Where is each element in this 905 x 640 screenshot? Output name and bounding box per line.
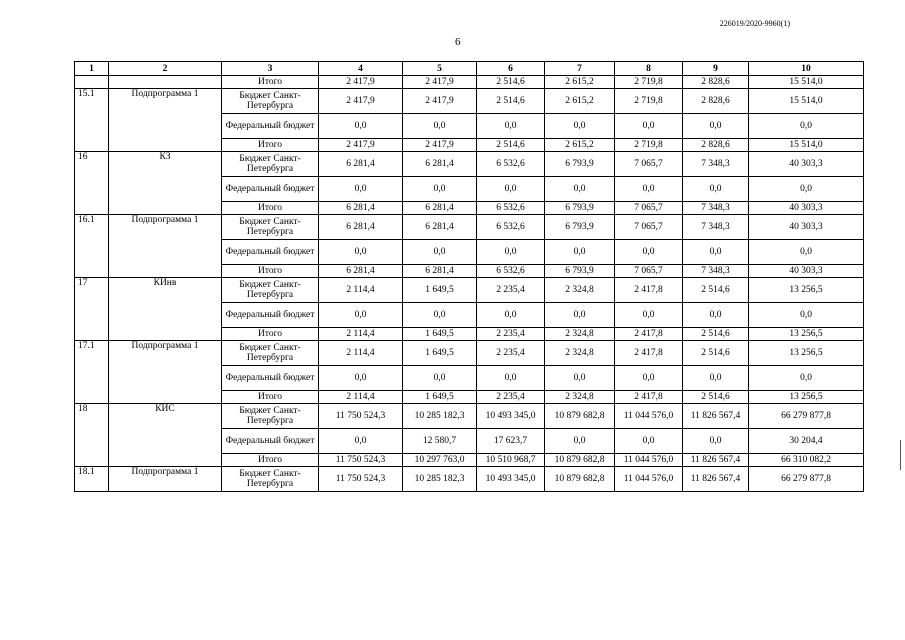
- value-cell: 6 281,4: [319, 202, 403, 215]
- header-cell: 9: [683, 62, 749, 76]
- value-cell: 2 417,9: [403, 76, 477, 89]
- value-cell: 10 879 682,8: [545, 454, 615, 467]
- value-cell: 11 826 567,4: [683, 454, 749, 467]
- value-cell: 2 235,4: [477, 391, 545, 404]
- value-cell: 40 303,3: [749, 152, 864, 177]
- value-cell: 10 510 968,7: [477, 454, 545, 467]
- value-cell: 10 879 682,8: [545, 467, 615, 492]
- funding-source-cell: Бюджет Санкт-Петербурга: [222, 341, 319, 366]
- funding-source-cell: Итого: [222, 454, 319, 467]
- value-cell: 66 279 877,8: [749, 404, 864, 429]
- value-cell: 0,0: [319, 366, 403, 391]
- row-number-cell: 17.1: [75, 341, 109, 404]
- value-cell: 0,0: [683, 177, 749, 202]
- value-cell: 2 828,6: [683, 76, 749, 89]
- header-cell: 8: [615, 62, 683, 76]
- value-cell: 2 719,8: [615, 89, 683, 114]
- value-cell: 2 417,9: [403, 89, 477, 114]
- value-cell: 10 285 182,3: [403, 467, 477, 492]
- value-cell: 0,0: [683, 429, 749, 454]
- value-cell: 1 649,5: [403, 278, 477, 303]
- value-cell: 2 514,6: [683, 391, 749, 404]
- value-cell: 6 532,6: [477, 215, 545, 240]
- value-cell: 0,0: [615, 114, 683, 139]
- value-cell: 10 493 345,0: [477, 404, 545, 429]
- value-cell: 0,0: [403, 303, 477, 328]
- program-cell: Подпрограмма 1: [109, 341, 222, 404]
- header-cell: 1: [75, 62, 109, 76]
- value-cell: 6 793,9: [545, 265, 615, 278]
- row-number-cell: 15.1: [75, 89, 109, 152]
- value-cell: 6 793,9: [545, 152, 615, 177]
- value-cell: 2 417,8: [615, 328, 683, 341]
- value-cell: 40 303,3: [749, 265, 864, 278]
- funding-source-cell: Федеральный бюджет: [222, 429, 319, 454]
- value-cell: 0,0: [545, 429, 615, 454]
- page-number: 6: [455, 36, 461, 48]
- value-cell: 11 044 576,0: [615, 454, 683, 467]
- funding-source-cell: Бюджет Санкт-Петербурга: [222, 89, 319, 114]
- value-cell: 2 615,2: [545, 89, 615, 114]
- program-cell: Подпрограмма 1: [109, 89, 222, 152]
- value-cell: 0,0: [615, 429, 683, 454]
- funding-source-cell: Итого: [222, 76, 319, 89]
- value-cell: 0,0: [749, 303, 864, 328]
- row-number-cell: 17: [75, 278, 109, 341]
- row-number-cell: [75, 76, 109, 89]
- funding-source-cell: Бюджет Санкт-Петербурга: [222, 278, 319, 303]
- table-row: [75, 76, 864, 89]
- value-cell: 2 828,6: [683, 139, 749, 152]
- value-cell: 0,0: [615, 366, 683, 391]
- value-cell: 0,0: [477, 114, 545, 139]
- value-cell: 6 793,9: [545, 215, 615, 240]
- table-header-row: [75, 62, 864, 76]
- budget-table: [74, 61, 864, 492]
- value-cell: 11 750 524,3: [319, 454, 403, 467]
- value-cell: 0,0: [545, 114, 615, 139]
- table-row: [75, 341, 864, 366]
- value-cell: 2 514,6: [477, 139, 545, 152]
- value-cell: 40 303,3: [749, 215, 864, 240]
- value-cell: 11 826 567,4: [683, 404, 749, 429]
- value-cell: 12 580,7: [403, 429, 477, 454]
- row-number-cell: 16: [75, 152, 109, 215]
- value-cell: 10 285 182,3: [403, 404, 477, 429]
- value-cell: 40 303,3: [749, 202, 864, 215]
- funding-source-cell: Федеральный бюджет: [222, 240, 319, 265]
- funding-source-cell: Итого: [222, 328, 319, 341]
- program-cell: Подпрограмма 1: [109, 215, 222, 278]
- value-cell: 10 879 682,8: [545, 404, 615, 429]
- value-cell: 0,0: [403, 114, 477, 139]
- value-cell: 2 417,8: [615, 278, 683, 303]
- value-cell: 7 348,3: [683, 152, 749, 177]
- value-cell: 2 324,8: [545, 278, 615, 303]
- value-cell: 0,0: [319, 240, 403, 265]
- value-cell: 6 793,9: [545, 202, 615, 215]
- value-cell: 30 204,4: [749, 429, 864, 454]
- table-row: [75, 152, 864, 177]
- value-cell: 2 417,8: [615, 341, 683, 366]
- value-cell: 7 065,7: [615, 152, 683, 177]
- row-number-cell: 16.1: [75, 215, 109, 278]
- value-cell: 2 828,6: [683, 89, 749, 114]
- value-cell: 6 281,4: [403, 215, 477, 240]
- header-cell: 3: [222, 62, 319, 76]
- value-cell: 7 348,3: [683, 265, 749, 278]
- value-cell: 2 514,6: [477, 89, 545, 114]
- funding-source-cell: Итого: [222, 139, 319, 152]
- funding-source-cell: Федеральный бюджет: [222, 177, 319, 202]
- value-cell: 0,0: [749, 177, 864, 202]
- value-cell: 11 044 576,0: [615, 467, 683, 492]
- value-cell: 2 235,4: [477, 278, 545, 303]
- program-cell: КИнв: [109, 278, 222, 341]
- funding-source-cell: Итого: [222, 202, 319, 215]
- value-cell: 1 649,5: [403, 328, 477, 341]
- value-cell: 1 649,5: [403, 341, 477, 366]
- program-cell: Подпрограмма 1: [109, 467, 222, 492]
- value-cell: 0,0: [319, 177, 403, 202]
- value-cell: 0,0: [545, 177, 615, 202]
- value-cell: 0,0: [319, 303, 403, 328]
- value-cell: 66 279 877,8: [749, 467, 864, 492]
- program-cell: КЗ: [109, 152, 222, 215]
- header-cell: 7: [545, 62, 615, 76]
- program-cell: КИС: [109, 404, 222, 467]
- value-cell: 0,0: [545, 240, 615, 265]
- value-cell: 2 235,4: [477, 341, 545, 366]
- value-cell: 6 281,4: [319, 152, 403, 177]
- value-cell: 66 310 082,2: [749, 454, 864, 467]
- value-cell: 2 114,4: [319, 278, 403, 303]
- value-cell: 13 256,5: [749, 328, 864, 341]
- value-cell: 0,0: [545, 366, 615, 391]
- value-cell: 6 281,4: [319, 215, 403, 240]
- value-cell: 1 649,5: [403, 391, 477, 404]
- value-cell: 15 514,0: [749, 139, 864, 152]
- value-cell: 2 114,4: [319, 391, 403, 404]
- row-number-cell: 18.1: [75, 467, 109, 492]
- value-cell: 0,0: [319, 114, 403, 139]
- value-cell: 0,0: [615, 240, 683, 265]
- funding-source-cell: Федеральный бюджет: [222, 366, 319, 391]
- value-cell: 2 324,8: [545, 391, 615, 404]
- value-cell: 0,0: [683, 303, 749, 328]
- value-cell: 11 750 524,3: [319, 404, 403, 429]
- value-cell: 6 532,6: [477, 152, 545, 177]
- table-row: [75, 215, 864, 240]
- value-cell: 6 532,6: [477, 265, 545, 278]
- value-cell: 13 256,5: [749, 278, 864, 303]
- header-cell: 4: [319, 62, 403, 76]
- value-cell: 10 297 763,0: [403, 454, 477, 467]
- funding-source-cell: Бюджет Санкт-Петербурга: [222, 404, 319, 429]
- value-cell: 2 324,8: [545, 341, 615, 366]
- value-cell: 2 514,6: [477, 76, 545, 89]
- value-cell: 2 324,8: [545, 328, 615, 341]
- table-row: [75, 278, 864, 303]
- value-cell: 0,0: [477, 303, 545, 328]
- value-cell: 0,0: [477, 177, 545, 202]
- value-cell: 10 493 345,0: [477, 467, 545, 492]
- header-cell: 10: [749, 62, 864, 76]
- value-cell: 0,0: [749, 114, 864, 139]
- value-cell: 7 348,3: [683, 202, 749, 215]
- value-cell: 15 514,0: [749, 89, 864, 114]
- header-cell: 6: [477, 62, 545, 76]
- row-number-cell: 18: [75, 404, 109, 467]
- value-cell: 2 417,9: [403, 139, 477, 152]
- value-cell: 0,0: [615, 177, 683, 202]
- value-cell: 6 532,6: [477, 202, 545, 215]
- value-cell: 7 348,3: [683, 215, 749, 240]
- value-cell: 0,0: [749, 240, 864, 265]
- value-cell: 0,0: [545, 303, 615, 328]
- value-cell: 7 065,7: [615, 215, 683, 240]
- funding-source-cell: Бюджет Санкт-Петербурга: [222, 152, 319, 177]
- table-row: [75, 467, 864, 492]
- program-cell: [109, 76, 222, 89]
- value-cell: 0,0: [615, 303, 683, 328]
- value-cell: 2 719,8: [615, 76, 683, 89]
- value-cell: 2 235,4: [477, 328, 545, 341]
- value-cell: 0,0: [683, 366, 749, 391]
- value-cell: 6 281,4: [403, 265, 477, 278]
- value-cell: 11 826 567,4: [683, 467, 749, 492]
- value-cell: 2 719,8: [615, 139, 683, 152]
- value-cell: 2 417,8: [615, 391, 683, 404]
- value-cell: 13 256,5: [749, 391, 864, 404]
- document-code: 226019/2020-9960(1): [719, 19, 790, 28]
- value-cell: 7 065,7: [615, 202, 683, 215]
- value-cell: 2 615,2: [545, 139, 615, 152]
- funding-source-cell: Федеральный бюджет: [222, 303, 319, 328]
- value-cell: 2 514,6: [683, 341, 749, 366]
- value-cell: 2 514,6: [683, 278, 749, 303]
- value-cell: 0,0: [403, 240, 477, 265]
- value-cell: 0,0: [683, 240, 749, 265]
- value-cell: 6 281,4: [403, 202, 477, 215]
- value-cell: 2 114,4: [319, 328, 403, 341]
- funding-source-cell: Итого: [222, 391, 319, 404]
- value-cell: 11 750 524,3: [319, 467, 403, 492]
- header-cell: 2: [109, 62, 222, 76]
- table-row: [75, 89, 864, 114]
- value-cell: 2 114,4: [319, 341, 403, 366]
- value-cell: 2 417,9: [319, 89, 403, 114]
- value-cell: 0,0: [683, 114, 749, 139]
- funding-source-cell: Бюджет Санкт-Петербурга: [222, 467, 319, 492]
- value-cell: 0,0: [749, 366, 864, 391]
- value-cell: 2 417,9: [319, 139, 403, 152]
- value-cell: 6 281,4: [403, 152, 477, 177]
- funding-source-cell: Федеральный бюджет: [222, 114, 319, 139]
- value-cell: 0,0: [403, 177, 477, 202]
- value-cell: 2 514,6: [683, 328, 749, 341]
- value-cell: 0,0: [477, 240, 545, 265]
- value-cell: 13 256,5: [749, 341, 864, 366]
- value-cell: 2 615,2: [545, 76, 615, 89]
- value-cell: 0,0: [403, 366, 477, 391]
- table-row: [75, 404, 864, 429]
- value-cell: 0,0: [477, 366, 545, 391]
- value-cell: 2 417,9: [319, 76, 403, 89]
- value-cell: 6 281,4: [319, 265, 403, 278]
- header-cell: 5: [403, 62, 477, 76]
- value-cell: 15 514,0: [749, 76, 864, 89]
- value-cell: 11 044 576,0: [615, 404, 683, 429]
- value-cell: 17 623,7: [477, 429, 545, 454]
- value-cell: 0,0: [319, 429, 403, 454]
- funding-source-cell: Итого: [222, 265, 319, 278]
- value-cell: 7 065,7: [615, 265, 683, 278]
- scan-artifact: [900, 440, 901, 470]
- funding-source-cell: Бюджет Санкт-Петербурга: [222, 215, 319, 240]
